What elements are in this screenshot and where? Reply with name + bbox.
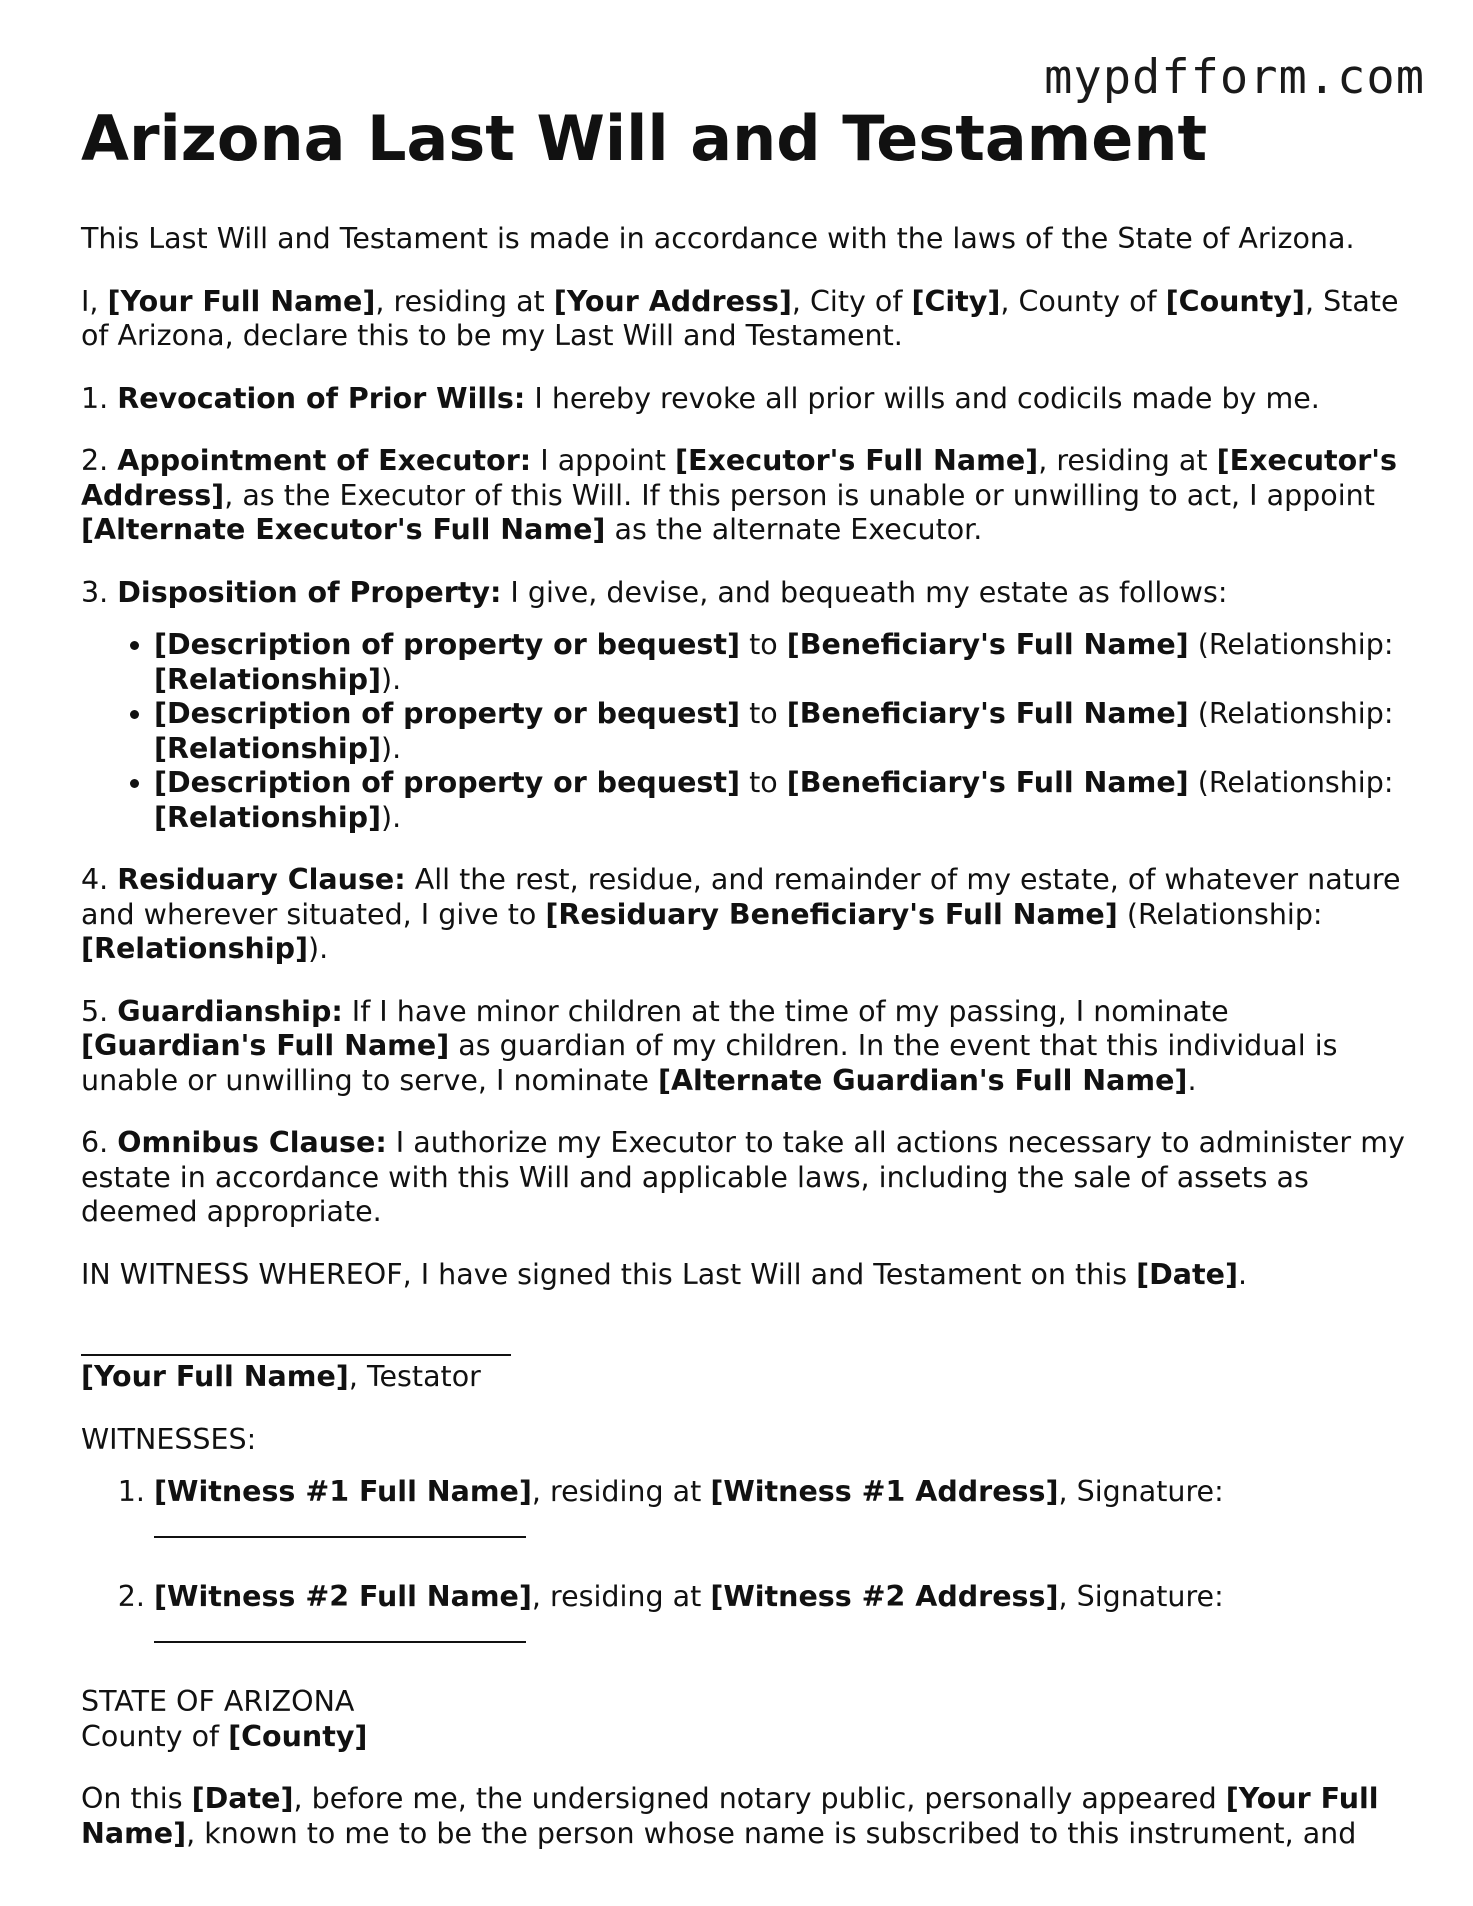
section-executor: 2. Appointment of Executor: I appoint [Executor's Full Name], residing at [Executor's Address], as the Executor of this Will. If this person is unable or unwilling to act, I appoint [Alternate Executor's Full Name] as the alternate Executor.: [81, 444, 1397, 546]
section-revocation: 1. Revocation of Prior Wills: I hereby revoke all prior wills and codicils made by me.: [81, 381, 1320, 415]
relationship-field: [Relationship]: [81, 932, 309, 965]
witness-signature-line: [154, 1510, 526, 1538]
testator-name-field: [Your Full Name]: [107, 284, 376, 318]
section-disposition: 3. Disposition of Property: I give, devise, and bequeath my estate as follows:: [81, 575, 1228, 609]
testator-name-field: [Your Full Name]: [81, 1360, 349, 1393]
section-heading: Omnibus Clause:: [117, 1126, 387, 1159]
testator-signature-block: [81, 1346, 1411, 1395]
notary-paragraph: On this [Date], before me, the undersigned notary public, personally appeared [Your Full Name], known to me to be the person whose name is subscribed to this instrument, and: [81, 1782, 1379, 1850]
testator-address-field: [Your Address]: [553, 284, 792, 318]
witnesses-heading: WITNESSES:: [81, 1422, 257, 1456]
list-item: • [Description of property or bequest] to [Beneficiary's Full Name] (Relationship: [Relationship]).: [154, 628, 1411, 697]
section-heading: Guardianship:: [117, 994, 343, 1028]
executor-name-field: [Executor's Full Name]: [675, 444, 1039, 477]
bequest-description-field: [Description of property or bequest]: [154, 697, 741, 730]
list-item: • [Description of property or bequest] to [Beneficiary's Full Name] (Relationship: [Relationship]).: [154, 697, 1411, 766]
relationship-field: [Relationship]: [154, 800, 382, 834]
alternate-executor-field: [Alternate Executor's Full Name]: [81, 513, 606, 546]
witness-whereof-paragraph: IN WITNESS WHEREOF, I have signed this Last Will and Testament on this [Date].: [81, 1257, 1248, 1291]
witness-name-field: [Witness #2 Full Name]: [154, 1580, 532, 1613]
notary-state: STATE OF ARIZONA: [81, 1685, 355, 1718]
relationship-field: [Relationship]: [154, 662, 382, 696]
bequest-list: [81, 628, 1411, 835]
notary-venue: STATE OF ARIZONA County of [County]: [81, 1685, 368, 1753]
alternate-guardian-field: [Alternate Guardian's Full Name]: [657, 1063, 1188, 1097]
section-guardianship: 5. Guardianship: If I have minor children at the time of my passing, I nominate [Guardian's Full Name] as guardian of my children. In the event that this individual is unable or unwilling to serve, I nominate [Alternate Guardian's Full Name].: [81, 994, 1338, 1097]
relationship-field: [Relationship]: [154, 731, 382, 765]
witness-list: [81, 1475, 1411, 1651]
witness-address-field: [Witness #2 Address]: [710, 1580, 1059, 1613]
list-item: 2. [Witness #2 Full Name], residing at [Witness #2 Address], Signature:: [154, 1580, 1411, 1651]
county-field: [County]: [1165, 284, 1305, 318]
bequest-description-field: [Description of property or bequest]: [154, 766, 741, 799]
document-page: [81, 100, 1411, 1851]
residuary-beneficiary-field: [Residuary Beneficiary's Full Name]: [545, 897, 1118, 931]
guardian-name-field: [Guardian's Full Name]: [81, 1029, 450, 1062]
watermark: mypdfform.com: [1044, 50, 1425, 105]
bequest-description-field: [Description of property or bequest]: [154, 628, 741, 661]
testator-role: , Testator: [348, 1360, 481, 1393]
date-field: [Date]: [191, 1782, 294, 1815]
intro-paragraph: This Last Will and Testament is made in accordance with the laws of the State of Arizona.: [81, 222, 1355, 255]
executor-address-field: [Executor's Address]: [81, 444, 1397, 512]
testator-signature-line: [81, 1346, 511, 1356]
section-heading: Appointment of Executor:: [117, 444, 532, 477]
witness-name-field: [Witness #1 Full Name]: [154, 1475, 532, 1508]
testator-name-field: [Your Full Name]: [81, 1782, 1379, 1850]
beneficiary-name-field: [Beneficiary's Full Name]: [786, 697, 1189, 730]
witness-signature-line: [154, 1615, 526, 1643]
list-item: 1. [Witness #1 Full Name], residing at [Witness #1 Address], Signature:: [154, 1475, 1411, 1546]
section-heading: Residuary Clause:: [117, 863, 406, 896]
date-field: [Date]: [1136, 1257, 1239, 1291]
document-title: Arizona Last Will and Testament: [81, 102, 1208, 175]
witness-address-field: [Witness #1 Address]: [710, 1475, 1059, 1508]
declaration-paragraph: I, [Your Full Name], residing at [Your Address], City of [City], County of [County], State of Arizona, declare this to be my Last Will and Testament.: [81, 284, 1399, 352]
list-item: • [Description of property or bequest] to [Beneficiary's Full Name] (Relationship: [Relationship]).: [154, 766, 1411, 835]
city-field: [City]: [911, 284, 1001, 318]
section-heading: Revocation of Prior Wills:: [117, 381, 526, 415]
beneficiary-name-field: [Beneficiary's Full Name]: [786, 766, 1189, 799]
section-heading: Disposition of Property:: [117, 575, 502, 609]
section-omnibus: 6. Omnibus Clause: I authorize my Executor to take all actions necessary to administer my estate in accordance with this Will and applicable laws, including the sale of assets as deemed appropriate.: [81, 1126, 1405, 1228]
beneficiary-name-field: [Beneficiary's Full Name]: [786, 628, 1189, 661]
section-residuary: 4. Residuary Clause: All the rest, residue, and remainder of my estate, of whatever nature and wherever situated, I give to [Residuary Beneficiary's Full Name] (Relationship: [Relationship]).: [81, 863, 1401, 965]
county-field: [County]: [228, 1719, 368, 1753]
